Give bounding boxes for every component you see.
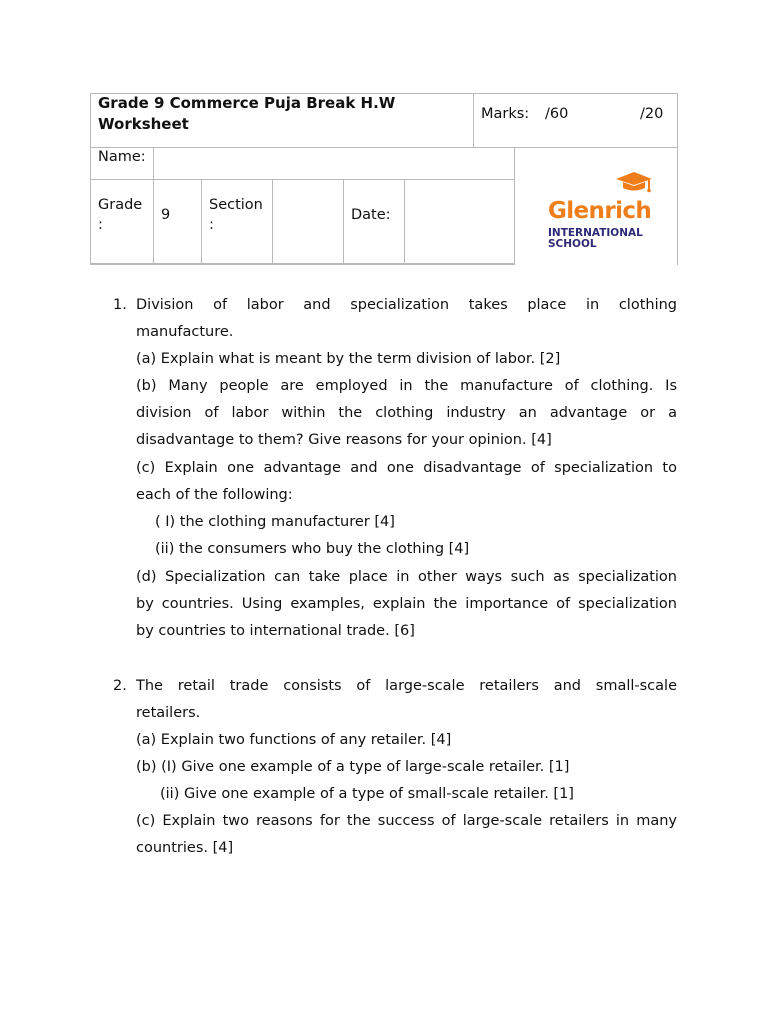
question-line: disadvantage to them? Give reasons for your opinion. [4] — [136, 432, 552, 448]
question-line: by countries. Using examples, explain the importance of specialization — [136, 596, 677, 612]
section-field[interactable] — [273, 180, 343, 263]
question-line: each of the following: — [136, 487, 293, 503]
marks-total-20: /20 — [640, 106, 664, 122]
question-line: The retail trade consists of large-scale retailers and small-scale — [136, 678, 677, 694]
question-line: (b) Many people are employed in the manufacture of clothing. Is — [136, 378, 677, 394]
question-line: by countries to international trade. [6] — [136, 623, 415, 639]
grade-label: Grade : — [98, 197, 143, 233]
name-field[interactable] — [154, 148, 514, 179]
glenrich-logo — [546, 171, 658, 251]
logo-subtitle: INTERNATIONAL SCHOOL — [548, 227, 643, 250]
name-label: Name: — [98, 149, 146, 165]
question-line: retailers. — [136, 705, 201, 721]
date-field[interactable] — [405, 180, 514, 263]
graduation-cap-icon — [614, 171, 654, 193]
question-line: countries. [4] — [136, 840, 234, 856]
question-line: (a) Explain what is meant by the term division of labor. [2] — [136, 351, 561, 367]
title-line-2: Worksheet — [98, 115, 189, 133]
logo-wordmark: Glenrich — [548, 198, 652, 224]
worksheet-title — [98, 93, 468, 135]
section-label: Section : — [209, 197, 263, 233]
question-line: (d) Specialization can take place in other ways such as specialization — [136, 569, 677, 585]
marks-label: Marks: — [481, 106, 530, 122]
question-line: ( I) the clothing manufacturer [4] — [155, 514, 395, 530]
date-label: Date: — [351, 207, 391, 223]
question-line: (c) Explain one advantage and one disadvantage of specialization to — [136, 460, 677, 476]
question-line: (b) (I) Give one example of a type of large-scale retailer. [1] — [136, 759, 570, 775]
question-line: Division of labor and specialization takes place in clothing — [136, 297, 677, 313]
question-line: (c) Explain two reasons for the success of large-scale retailers in many — [136, 813, 677, 829]
marks-total-60: /60 — [545, 106, 569, 122]
question-line: (ii) the consumers who buy the clothing [4] — [155, 541, 470, 557]
grade-value: 9 — [161, 207, 171, 223]
question-line: (ii) Give one example of a type of small-scale retailer. [1] — [160, 786, 574, 802]
question-line: (a) Explain two functions of any retailer. [4] — [136, 732, 452, 748]
question-line: division of labor within the clothing industry an advantage or a — [136, 405, 677, 421]
question-line: manufacture. — [136, 324, 234, 340]
question-number: 1. — [113, 297, 127, 313]
question-number: 2. — [113, 678, 127, 694]
title-line-1: Grade 9 Commerce Puja Break H.W — [98, 94, 396, 112]
worksheet-header-table — [90, 93, 678, 265]
